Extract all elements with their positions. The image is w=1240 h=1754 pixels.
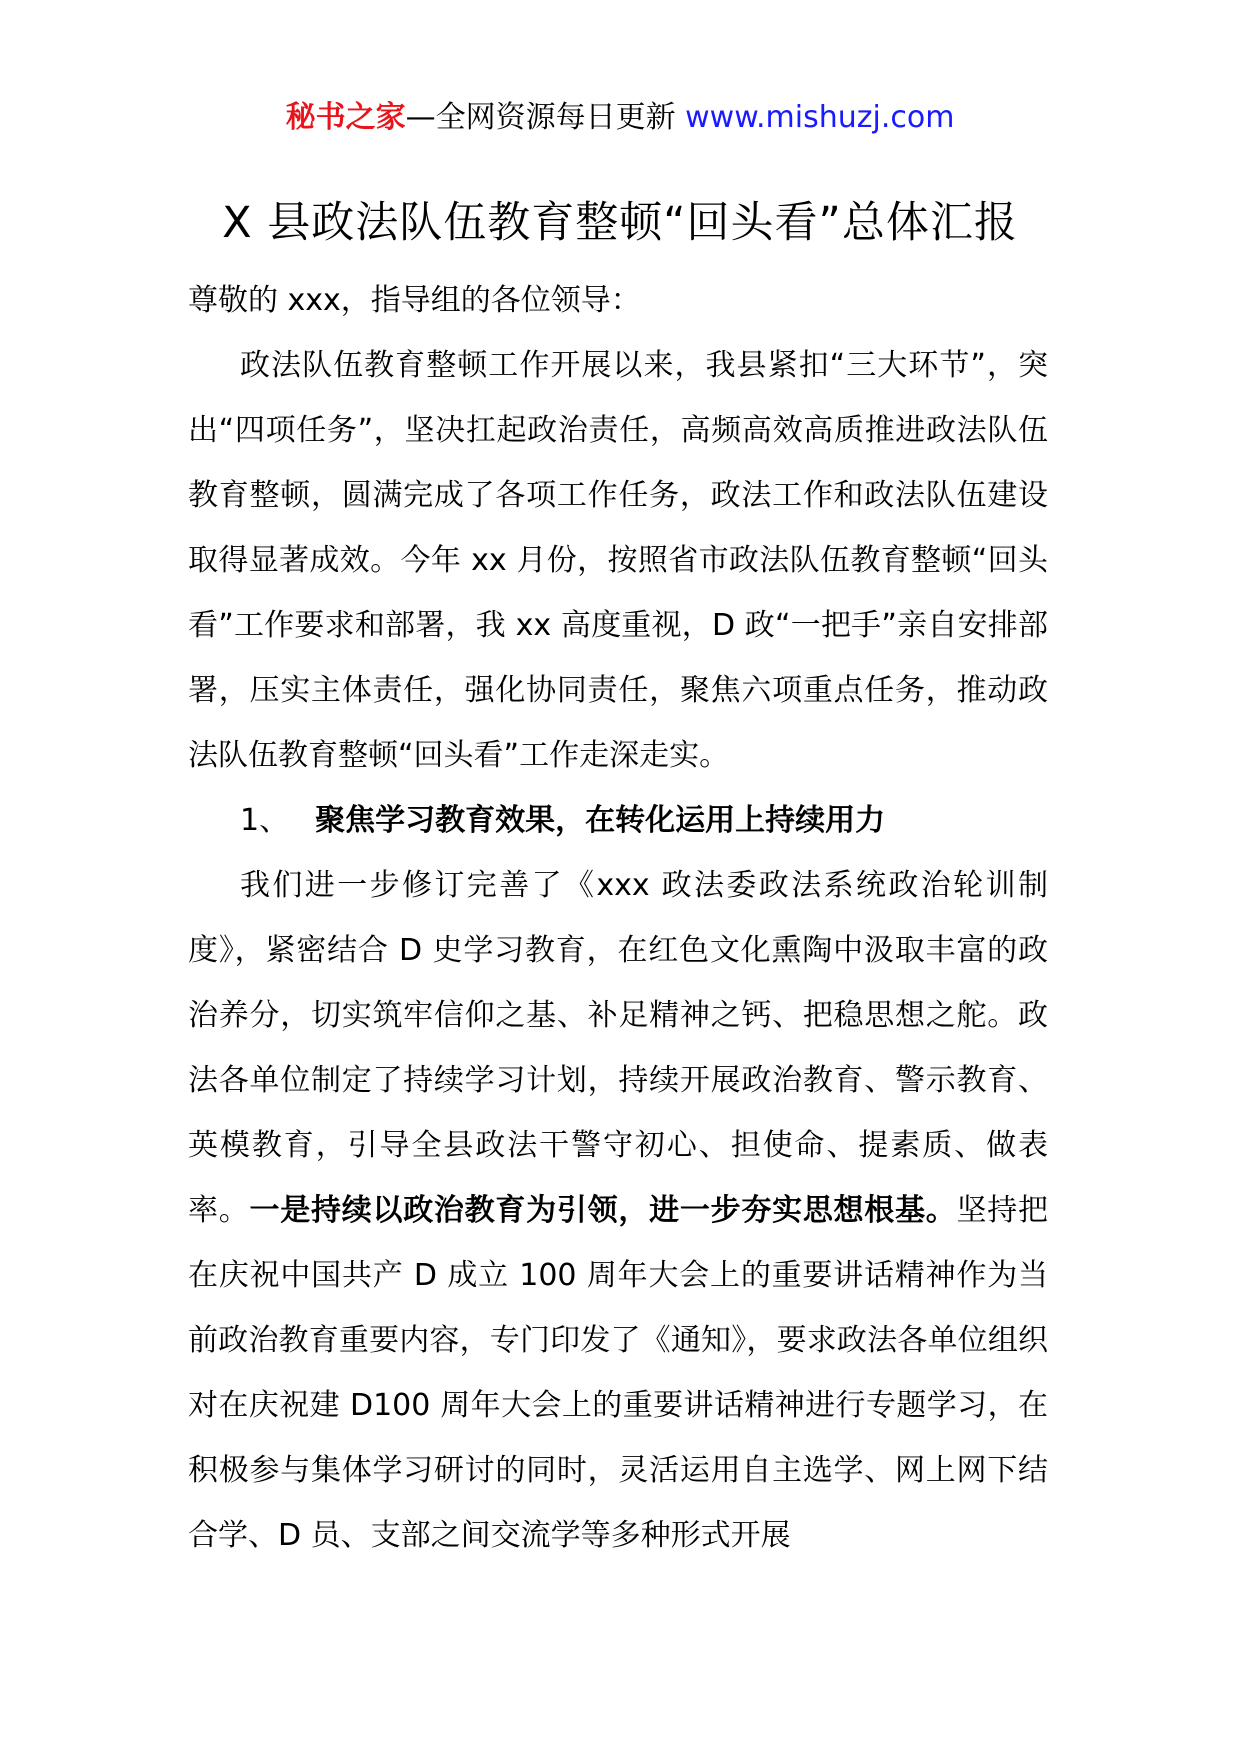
section-paragraph bbox=[188, 853, 1048, 1568]
section-paragraph-continued: 坚持把在庆祝中国共产 D 成立 100 周年大会上的重要讲话精神作为当前政治教育重要内容，专门印发了《通知》，要求政法各单位组织对在庆祝建 D100 周年大会上的重要讲话精神进行专题学习，在积极参与集体学习研讨的同时，灵活运用自主选学、网上网下结合学、D 员、支部之间交流学等多种形式开展 bbox=[188, 1193, 1049, 1553]
section-heading-text: 聚焦学习教育效果，在转化运用上持续用力 bbox=[315, 803, 886, 838]
site-url[interactable]: www.mishuzj.com bbox=[685, 100, 955, 135]
document-title: X 县政法队伍教育整顿“回头看”总体汇报 bbox=[222, 198, 1018, 248]
salutation: 尊敬的 xxx，指导组的各位领导： bbox=[188, 283, 641, 318]
intro-paragraph: 政法队伍教育整顿工作开展以来，我县紧扣“三大环节”，突出“四项任务”，坚决扛起政治责任，高频高效高质推进政法队伍教育整顿，圆满完成了各项工作任务，政法工作和政法队伍建设取得显著成效。今年 xx 月份，按照省市政法队伍教育整顿“回头看”工作要求和部署，我 xx 高度重视，D 政“一把手”亲自安排部署，压实主体责任，强化协同责任，聚焦六项重点任务，推动政法队伍教育整顿“回头看”工作走深走实。 bbox=[188, 348, 1048, 773]
site-header bbox=[0, 98, 1240, 138]
section-paragraph-emphasis: 一是持续以政治教育为引领，进一步夯实思想根基。 bbox=[249, 1193, 957, 1228]
brand-name: 秘书之家 bbox=[285, 100, 406, 135]
section-heading bbox=[188, 788, 1048, 853]
document-body bbox=[188, 268, 1048, 1568]
section-number: 1、 bbox=[240, 803, 290, 838]
section-paragraph-text: 我们进一步修订完善了《xxx 政法委政法系统政治轮训制度》，紧密结合 D 史学习教育，在红色文化熏陶中汲取丰富的政治养分，切实筑牢信仰之基、补足精神之钙、把稳思想之舵。政法各单位制定了持续学习计划，持续开展政治教育、警示教育、英模教育，引导全县政法干警守初心、担使命、提素质、做表率。 bbox=[188, 868, 1048, 1228]
header-slogan: —全网资源每日更新 bbox=[405, 100, 676, 135]
